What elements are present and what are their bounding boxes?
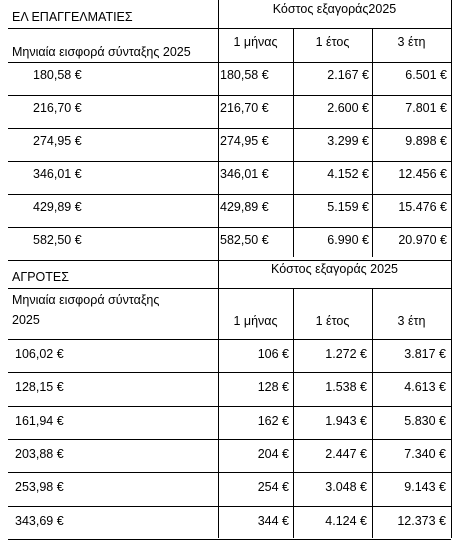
month-cost-cell: 204 € [257, 447, 289, 461]
month-cost-cell: 346,01 € [220, 167, 269, 181]
contribution-header-year: 2025 [12, 313, 40, 327]
row-rule [8, 472, 451, 473]
period-header: 1 έτος [315, 35, 350, 49]
three-year-cost-cell: 4.613 € [404, 380, 446, 394]
contribution-cell: 180,58 € [33, 68, 82, 82]
three-year-cost-cell: 7.801 € [405, 101, 447, 115]
three-year-cost-cell: 7.340 € [404, 447, 446, 461]
column-rule [218, 257, 219, 538]
year-cost-cell: 2.167 € [327, 68, 369, 82]
period-header: 1 μήνας [233, 314, 278, 328]
three-year-cost-cell: 12.456 € [398, 167, 447, 181]
row-rule [8, 161, 451, 162]
month-cost-cell: 274,95 € [220, 134, 269, 148]
period-header: 1 μήνας [233, 35, 278, 49]
year-cost-cell: 3.299 € [327, 134, 369, 148]
three-year-cost-cell: 5.830 € [404, 414, 446, 428]
row-rule [8, 439, 451, 440]
contribution-header: Μηνιαία εισφορά σύνταξης 2025 [12, 45, 191, 59]
year-cost-cell: 4.124 € [325, 514, 367, 528]
contribution-cell: 161,94 € [15, 414, 64, 428]
row-rule [8, 506, 451, 507]
section-label: ΑΓΡΟΤΕΣ [12, 270, 69, 284]
month-cost-cell: 254 € [257, 480, 289, 494]
three-year-cost-cell: 20.970 € [398, 233, 447, 247]
contribution-cell: 253,98 € [15, 480, 64, 494]
month-cost-cell: 582,50 € [220, 233, 269, 247]
contribution-cell: 343,69 € [15, 514, 64, 528]
month-cost-cell: 216,70 € [220, 101, 269, 115]
header-rule [8, 62, 451, 63]
cost-header: Κόστος εξαγοράς 2025 [271, 262, 398, 276]
cost-header: Κόστος εξαγοράς2025 [272, 2, 397, 16]
row-rule [8, 539, 451, 540]
column-rule [451, 0, 452, 257]
contribution-cell: 106,02 € [15, 347, 64, 361]
section-underline [8, 28, 218, 29]
row-rule [8, 128, 451, 129]
month-cost-cell: 162 € [257, 414, 289, 428]
three-year-cost-cell: 9.143 € [404, 480, 446, 494]
row-rule [8, 227, 451, 228]
three-year-cost-cell: 6.501 € [405, 68, 447, 82]
year-cost-cell: 1.538 € [325, 380, 367, 394]
row-rule [8, 372, 451, 373]
year-cost-cell: 1.272 € [325, 347, 367, 361]
month-cost-cell: 180,58 € [220, 68, 269, 82]
contribution-cell: 582,50 € [33, 233, 82, 247]
row-rule [8, 260, 451, 261]
year-cost-cell: 2.600 € [327, 101, 369, 115]
year-cost-cell: 6.990 € [327, 233, 369, 247]
row-rule [8, 406, 451, 407]
month-cost-cell: 429,89 € [220, 200, 269, 214]
month-cost-cell: 106 € [257, 347, 289, 361]
contribution-cell: 274,95 € [33, 134, 82, 148]
header-rule [8, 339, 451, 340]
month-cost-cell: 344 € [257, 514, 289, 528]
period-header: 3 έτη [397, 314, 426, 328]
section-label: ΕΛ ΕΠΑΓΓΕΛΜΑΤΙΕΣ [12, 10, 133, 24]
year-cost-cell: 4.152 € [327, 167, 369, 181]
cost-header-underline [218, 28, 451, 29]
row-rule [8, 95, 451, 96]
year-cost-cell: 5.159 € [327, 200, 369, 214]
contribution-cell: 429,89 € [33, 200, 82, 214]
section-underline [8, 288, 451, 289]
three-year-cost-cell: 3.817 € [404, 347, 446, 361]
contribution-cell: 203,88 € [15, 447, 64, 461]
year-cost-cell: 3.048 € [325, 480, 367, 494]
year-cost-cell: 2.447 € [325, 447, 367, 461]
three-year-cost-cell: 12.373 € [397, 514, 446, 528]
contribution-cell: 128,15 € [15, 380, 64, 394]
three-year-cost-cell: 9.898 € [405, 134, 447, 148]
period-header: 1 έτος [315, 314, 350, 328]
contribution-cell: 346,01 € [33, 167, 82, 181]
period-header: 3 έτη [397, 35, 426, 49]
contribution-cell: 216,70 € [33, 101, 82, 115]
column-rule [451, 257, 452, 538]
month-cost-cell: 128 € [257, 380, 289, 394]
year-cost-cell: 1.943 € [325, 414, 367, 428]
contribution-header: Μηνιαία εισφορά σύνταξης [12, 293, 160, 307]
row-rule [8, 194, 451, 195]
three-year-cost-cell: 15.476 € [398, 200, 447, 214]
